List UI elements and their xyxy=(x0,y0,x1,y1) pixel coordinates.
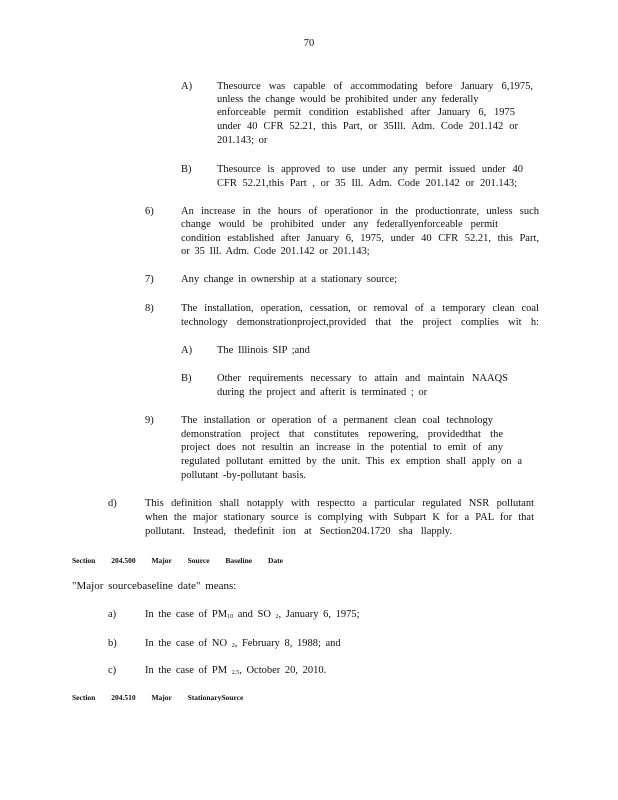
item-8-B-line-1: Other requirements necessary to attain and maintain NAAQS xyxy=(217,373,508,384)
baseline-b-text: In the case of NO $_2$, February 8, 1988; and xyxy=(145,638,341,649)
item-6-line-1: An increase in the hours of operationor in the productionrate, unless such xyxy=(181,206,539,217)
item-8-line-2: technology demonstrationproject,provided that the project complies wit h: xyxy=(181,317,539,328)
item-9-line-3: project does not resultin an increase in the potential to emit of any xyxy=(181,442,503,453)
item-6-line-4: or 35 Ill. Adm. Code 201.142 or 201.143; xyxy=(181,246,370,257)
item-A-line-2: unless the change would be prohibited under any federally xyxy=(217,94,479,105)
item-B-line-2: CFR 52.21,this Part , or 35 Ill. Adm. Code 201.142 or 201.143; xyxy=(217,178,517,189)
baseline-c-text: In the case of PM $_{2.5}$, October 20, 2010. xyxy=(145,665,327,676)
item-B-line-1: Thesource is approved to use under any permit issued under 40 xyxy=(217,164,523,175)
definition-intro: "Major sourcebaseline date" means: xyxy=(72,580,237,592)
item-label-8: 8) xyxy=(145,303,154,314)
section-204-510-heading: Section 204.510 Major StationarySource xyxy=(72,693,244,702)
section-204-500-heading: Section 204.500 Major Source Baseline Date xyxy=(72,556,283,565)
item-6-line-2: change would be prohibited under any federallyenforceable permit xyxy=(181,219,498,230)
item-label-7: 7) xyxy=(145,274,154,285)
item-d-line-2: when the major stationary source is complying with Subpart K for a PAL for that xyxy=(145,512,534,523)
item-9-line-4: regulated pollutant emitted by the unit. This ex emption shall apply on a xyxy=(181,456,522,467)
item-label-B: B) xyxy=(181,164,192,175)
item-6-line-3: condition established after January 6, 1975, under 40 CFR 52.21, this Part, xyxy=(181,233,539,244)
item-d-line-1: This definition shall notapply with respectto a particular regulated NSR pollutant xyxy=(145,498,534,509)
baseline-label-b: b) xyxy=(108,638,117,649)
item-9-line-1: The installation or operation of a permanent clean coal technology xyxy=(181,415,493,426)
item-8-label-A: A) xyxy=(181,345,193,356)
item-label-6: 6) xyxy=(145,206,154,217)
item-7-line-1: Any change in ownership at a stationary source; xyxy=(181,274,398,285)
item-8-B-line-2: during the project and afterit is terminated ; or xyxy=(217,387,428,398)
item-A-line-5: 201.143; or xyxy=(217,135,268,146)
baseline-label-c: c) xyxy=(108,665,117,676)
item-8-line-1: The installation, operation, cessation, or removal of a temporary clean coal xyxy=(181,303,539,314)
item-label-d: d) xyxy=(108,498,117,509)
item-8-A-line-1: The Illinois SIP ;and xyxy=(217,345,310,356)
item-A-line-3: enforceable permit condition established after January 6, 1975 xyxy=(217,107,515,118)
item-d-line-3: pollutant. Instead, thedefinit ion at Section204.1720 sha llapply. xyxy=(145,526,452,537)
baseline-a-text: In the case of $PM_{10}$ and SO $_2$, January 6, 1975; xyxy=(145,609,360,620)
item-9-line-5: pollutant -by-pollutant basis. xyxy=(181,470,307,481)
item-label-A: A) xyxy=(181,81,193,92)
item-A-line-1: Thesource was capable of accommodating before January 6,1975, xyxy=(217,81,533,92)
item-8-label-B: B) xyxy=(181,373,192,384)
item-label-9: 9) xyxy=(145,415,154,426)
item-A-line-4: under 40 CFR 52.21, this Part, or 35Ill. Adm. Code 201.142 or xyxy=(217,121,518,132)
baseline-label-a: a) xyxy=(108,609,117,620)
item-9-line-2: demonstration project that constitutes repowering, providedthat the xyxy=(181,429,503,440)
page-number: 70 xyxy=(303,38,315,49)
